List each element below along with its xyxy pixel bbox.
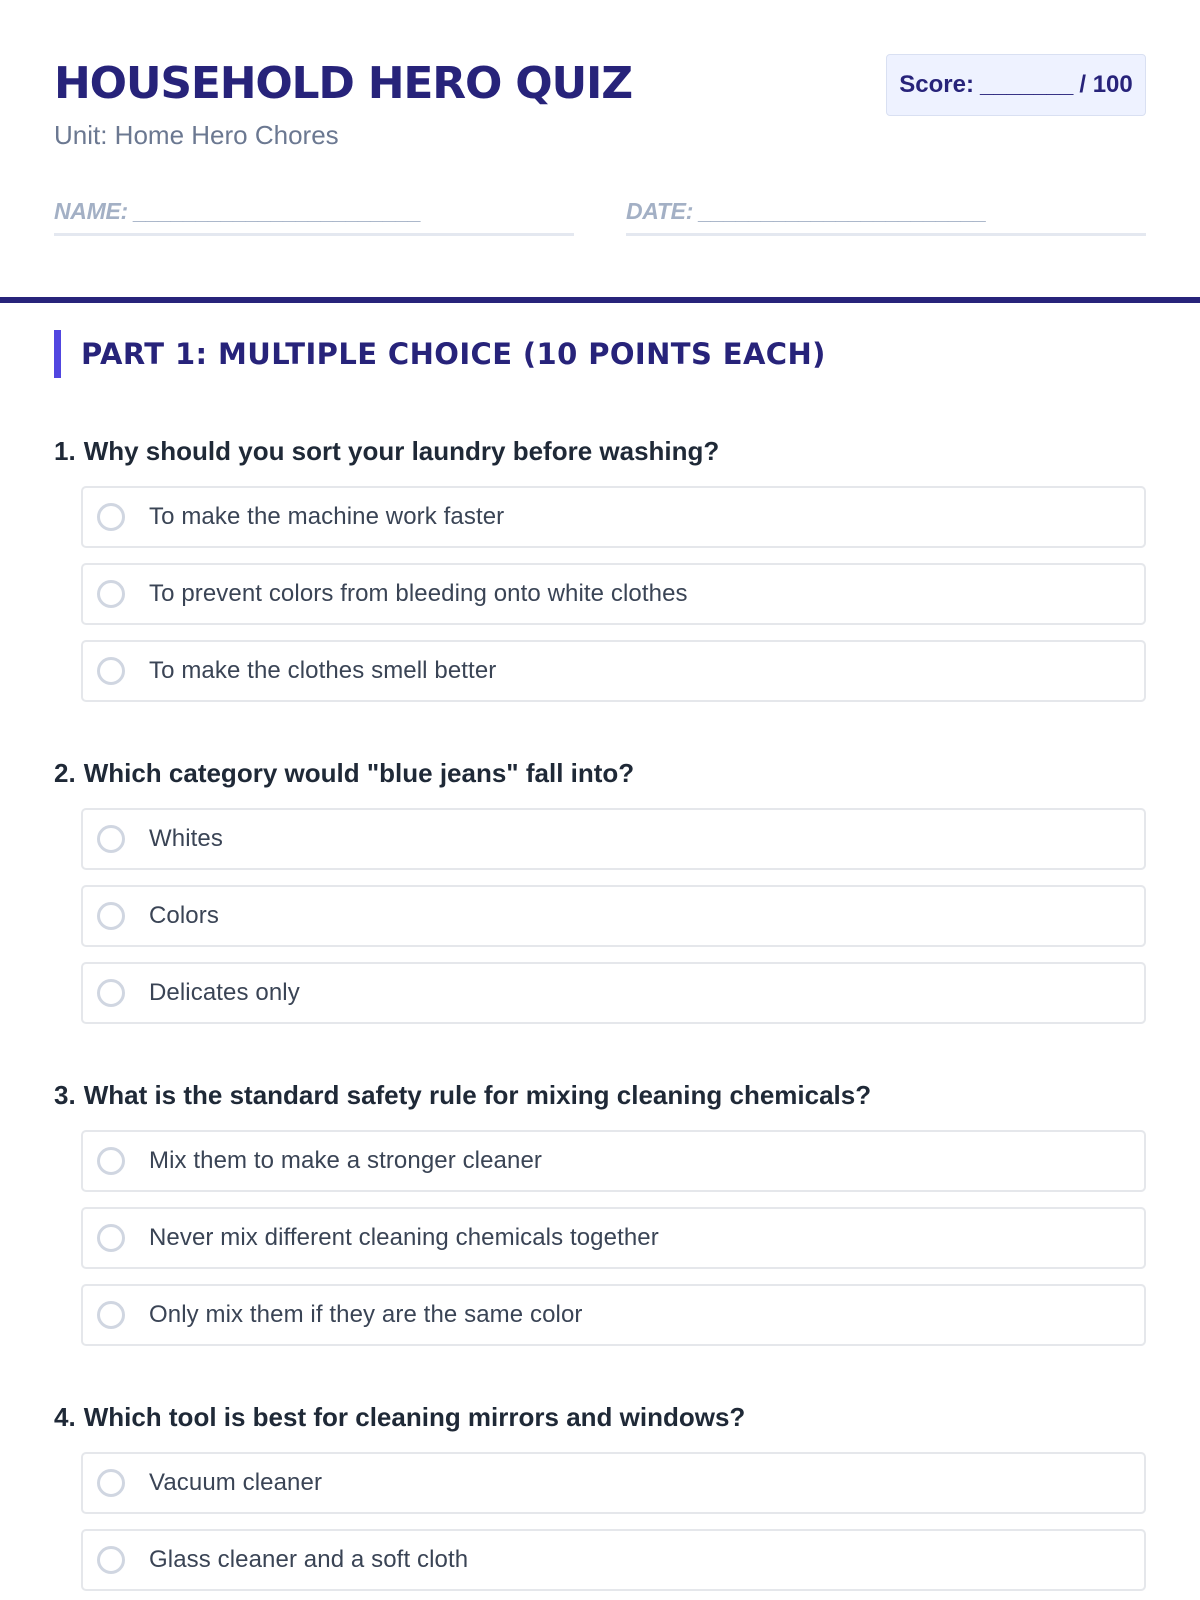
question-prompt: Why should you sort your laundry before washing? <box>83 436 720 466</box>
radio-button[interactable] <box>97 979 125 1007</box>
radio-button[interactable] <box>97 1147 125 1175</box>
radio-button[interactable] <box>97 1469 125 1497</box>
answer-option[interactable] <box>81 1207 1146 1269</box>
radio-button[interactable] <box>97 1546 125 1574</box>
question-number: 2. <box>54 758 76 788</box>
question-list <box>54 432 1146 1600</box>
option-label: Never mix different cleaning chemicals together <box>149 1224 659 1251</box>
radio-button[interactable] <box>97 1301 125 1329</box>
option-label: Vacuum cleaner <box>149 1469 323 1496</box>
option-label: Glass cleaner and a soft cloth <box>149 1546 469 1573</box>
date-field: DATE: _______________________ <box>626 198 1146 236</box>
question-number: 4. <box>54 1402 76 1432</box>
answer-option[interactable] <box>81 885 1146 947</box>
option-label: Whites <box>149 825 223 852</box>
quiz-header <box>0 0 1200 240</box>
radio-button[interactable] <box>97 825 125 853</box>
question-text <box>54 1398 1146 1436</box>
answer-option[interactable] <box>81 640 1146 702</box>
option-label: Mix them to make a stronger cleaner <box>149 1147 542 1174</box>
radio-button[interactable] <box>97 580 125 608</box>
answer-option[interactable] <box>81 1284 1146 1346</box>
unit-subtitle: Unit: Home Hero Chores <box>54 120 339 150</box>
radio-button[interactable] <box>97 902 125 930</box>
question-number: 1. <box>54 436 76 466</box>
answer-option[interactable] <box>81 808 1146 870</box>
answer-option[interactable] <box>81 1452 1146 1514</box>
radio-button[interactable] <box>97 503 125 531</box>
question-prompt: What is the standard safety rule for mixing cleaning chemicals? <box>83 1080 872 1110</box>
option-label: To make the clothes smell better <box>149 657 497 684</box>
answer-option[interactable] <box>81 1130 1146 1192</box>
option-label: To make the machine work faster <box>149 503 505 530</box>
name-field: NAME: _______________________ <box>54 198 574 236</box>
question-2 <box>54 754 1146 1024</box>
question-text <box>54 754 1146 792</box>
question-prompt: Which category would "blue jeans" fall into? <box>83 758 635 788</box>
question-text <box>54 432 1146 470</box>
score-label: Score: <box>899 71 974 98</box>
score-box <box>886 54 1146 116</box>
radio-button[interactable] <box>97 1224 125 1252</box>
section-heading: PART 1: MULTIPLE CHOICE (10 POINTS EACH) <box>54 330 826 378</box>
question-prompt: Which tool is best for cleaning mirrors and windows? <box>83 1402 746 1432</box>
quiz-title: HOUSEHOLD HERO QUIZ <box>54 58 632 109</box>
option-label: Colors <box>149 902 219 929</box>
score-total: / 100 <box>1079 71 1133 98</box>
answer-option[interactable] <box>81 486 1146 548</box>
answer-option[interactable] <box>81 1529 1146 1591</box>
score-blank: _______ <box>979 71 1074 98</box>
option-label: To prevent colors from bleeding onto white clothes <box>149 580 688 607</box>
question-text <box>54 1076 1146 1114</box>
header-divider <box>0 297 1200 303</box>
answer-option[interactable] <box>81 962 1146 1024</box>
option-label: Delicates only <box>149 979 300 1006</box>
question-3 <box>54 1076 1146 1346</box>
question-number: 3. <box>54 1080 76 1110</box>
radio-button[interactable] <box>97 657 125 685</box>
answer-option[interactable] <box>81 563 1146 625</box>
question-1 <box>54 432 1146 702</box>
student-info-row <box>54 198 1146 236</box>
question-4 <box>54 1398 1146 1591</box>
option-label: Only mix them if they are the same color <box>149 1301 583 1328</box>
